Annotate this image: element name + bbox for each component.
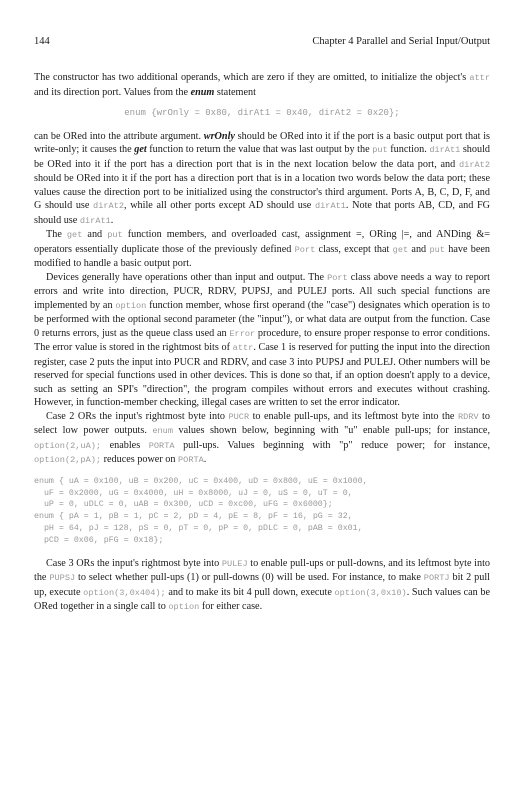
code-line: uP = 0, uDLC = 0, uAB = 0x300, uCD = 0xc00, uFG = 0x6000};: [34, 500, 333, 510]
paragraph-case2: Case 2 ORs the input's rightmost byte into PUCR to enable pull-ups, and its leftmost byte into the RDRV to select low power outputs. enum values shown below, beginning with "u" enable pull-ups; for instance, option(2,uA); enables PORTA pull-ups. Values beginning with "p" reduce power; for instance, option(2,pA); reduces power on PORTA.: [34, 410, 490, 466]
page-number: 144: [34, 36, 50, 47]
enum-attr-code: enum {wrOnly = 0x80, dirAt1 = 0x40, dirAt2 = 0x20};: [124, 108, 400, 118]
running-title: Chapter 4 Parallel and Serial Input/Output: [312, 36, 490, 47]
enum-pullup-code: [34, 476, 490, 547]
paragraph-constructor: The constructor has two additional operands, which are zero if they are omitted, to initialize the object's attr and its direction port. Values from the enum statement: [34, 72, 490, 98]
code-line: pCD = 0x06, pFG = 0x18};: [34, 535, 164, 545]
page: [34, 36, 490, 615]
code-line: enum { uA = 0x100, uB = 0x200, uC = 0x400, uD = 0x800, uE = 0x1000,: [34, 476, 368, 486]
paragraph-operators: The get and put function members, and overloaded cast, assignment =, ORing |=, and ANDing &= operators essentially duplicate those of the previously defined Port class, except that get and put have been modified to handle a basic output port.: [34, 229, 490, 270]
code-line: uF = 0x2000, uG = 0x4000, uH = 0x8000, uJ = 0, uS = 0, uT = 0,: [34, 488, 353, 498]
paragraph-devices: Devices generally have operations other than input and output. The Port class above needs a way to report errors and write into direction, PUCR, RDRV, PUPSJ, and PULEJ ports. All such special functions are implemented by an option function member, whose first operand (the "case") designates which operation is to be performed with the optional second parameter (the "input"), or what data are output from the function. Case 0 returns errors, just as the queue class used an Error procedure, to ensure proper response to error conditions. The error value is stored in the rightmost bits of attr. Case 1 is reserved for putting the input into the direction register, case 2 puts the input into PUCR and RDRV, and case 3 into PUPSJ and PULEJ. Other numbers will be reserved for special functions used in other devices. This is done so that, if an option doesn't apply to a device, such as setting an SPI's "direction", the program compiles without errors and executes without crashing. However, in function-member checking, illegal cases are written to set the error indicator.: [34, 271, 490, 409]
code-line: pH = 64, pJ = 128, pS = 0, pT = 0, pP = 0, pDLC = 0, pAB = 0x01,: [34, 523, 363, 533]
paragraph-case3: Case 3 ORs the input's rightmost byte into PULEJ to enable pull-ups or pull-downs, and its leftmost byte into the PUPSJ to select whether pull-ups (1) or pull-downs (0) will be used. For instance, to make PORTJ bit 2 pull up, execute option(3,0x404); and to make its bit 4 pull down, execute option(3,0x10). Such values can be ORed together in a single call to option for either case.: [34, 557, 491, 613]
page-header: [34, 36, 490, 47]
paragraph-attribute: can be ORed into the attribute argument. wrOnly should be ORed into it if the port is a basic output port that is write-only; it causes the get function to return the value that was last output by the put function. dirAt1 should be ORed into it if the port has a direction port that is in the next location below the data port, and dirAt2 should be ORed into it if the port has a direction port that is in a location two words below the data port; these values cause the direction port to be initialized using the constructor's third argument. Ports A, B, C, D, F, and G should use dirAt2, while all other ports except AD should use dirAt1. Note that ports AB, CD, and FG should use dirAt1.: [34, 130, 491, 226]
code-line: enum { pA = 1, pB = 1, pC = 2, pD = 4, pE = 8, pF = 16, pG = 32,: [34, 512, 353, 522]
